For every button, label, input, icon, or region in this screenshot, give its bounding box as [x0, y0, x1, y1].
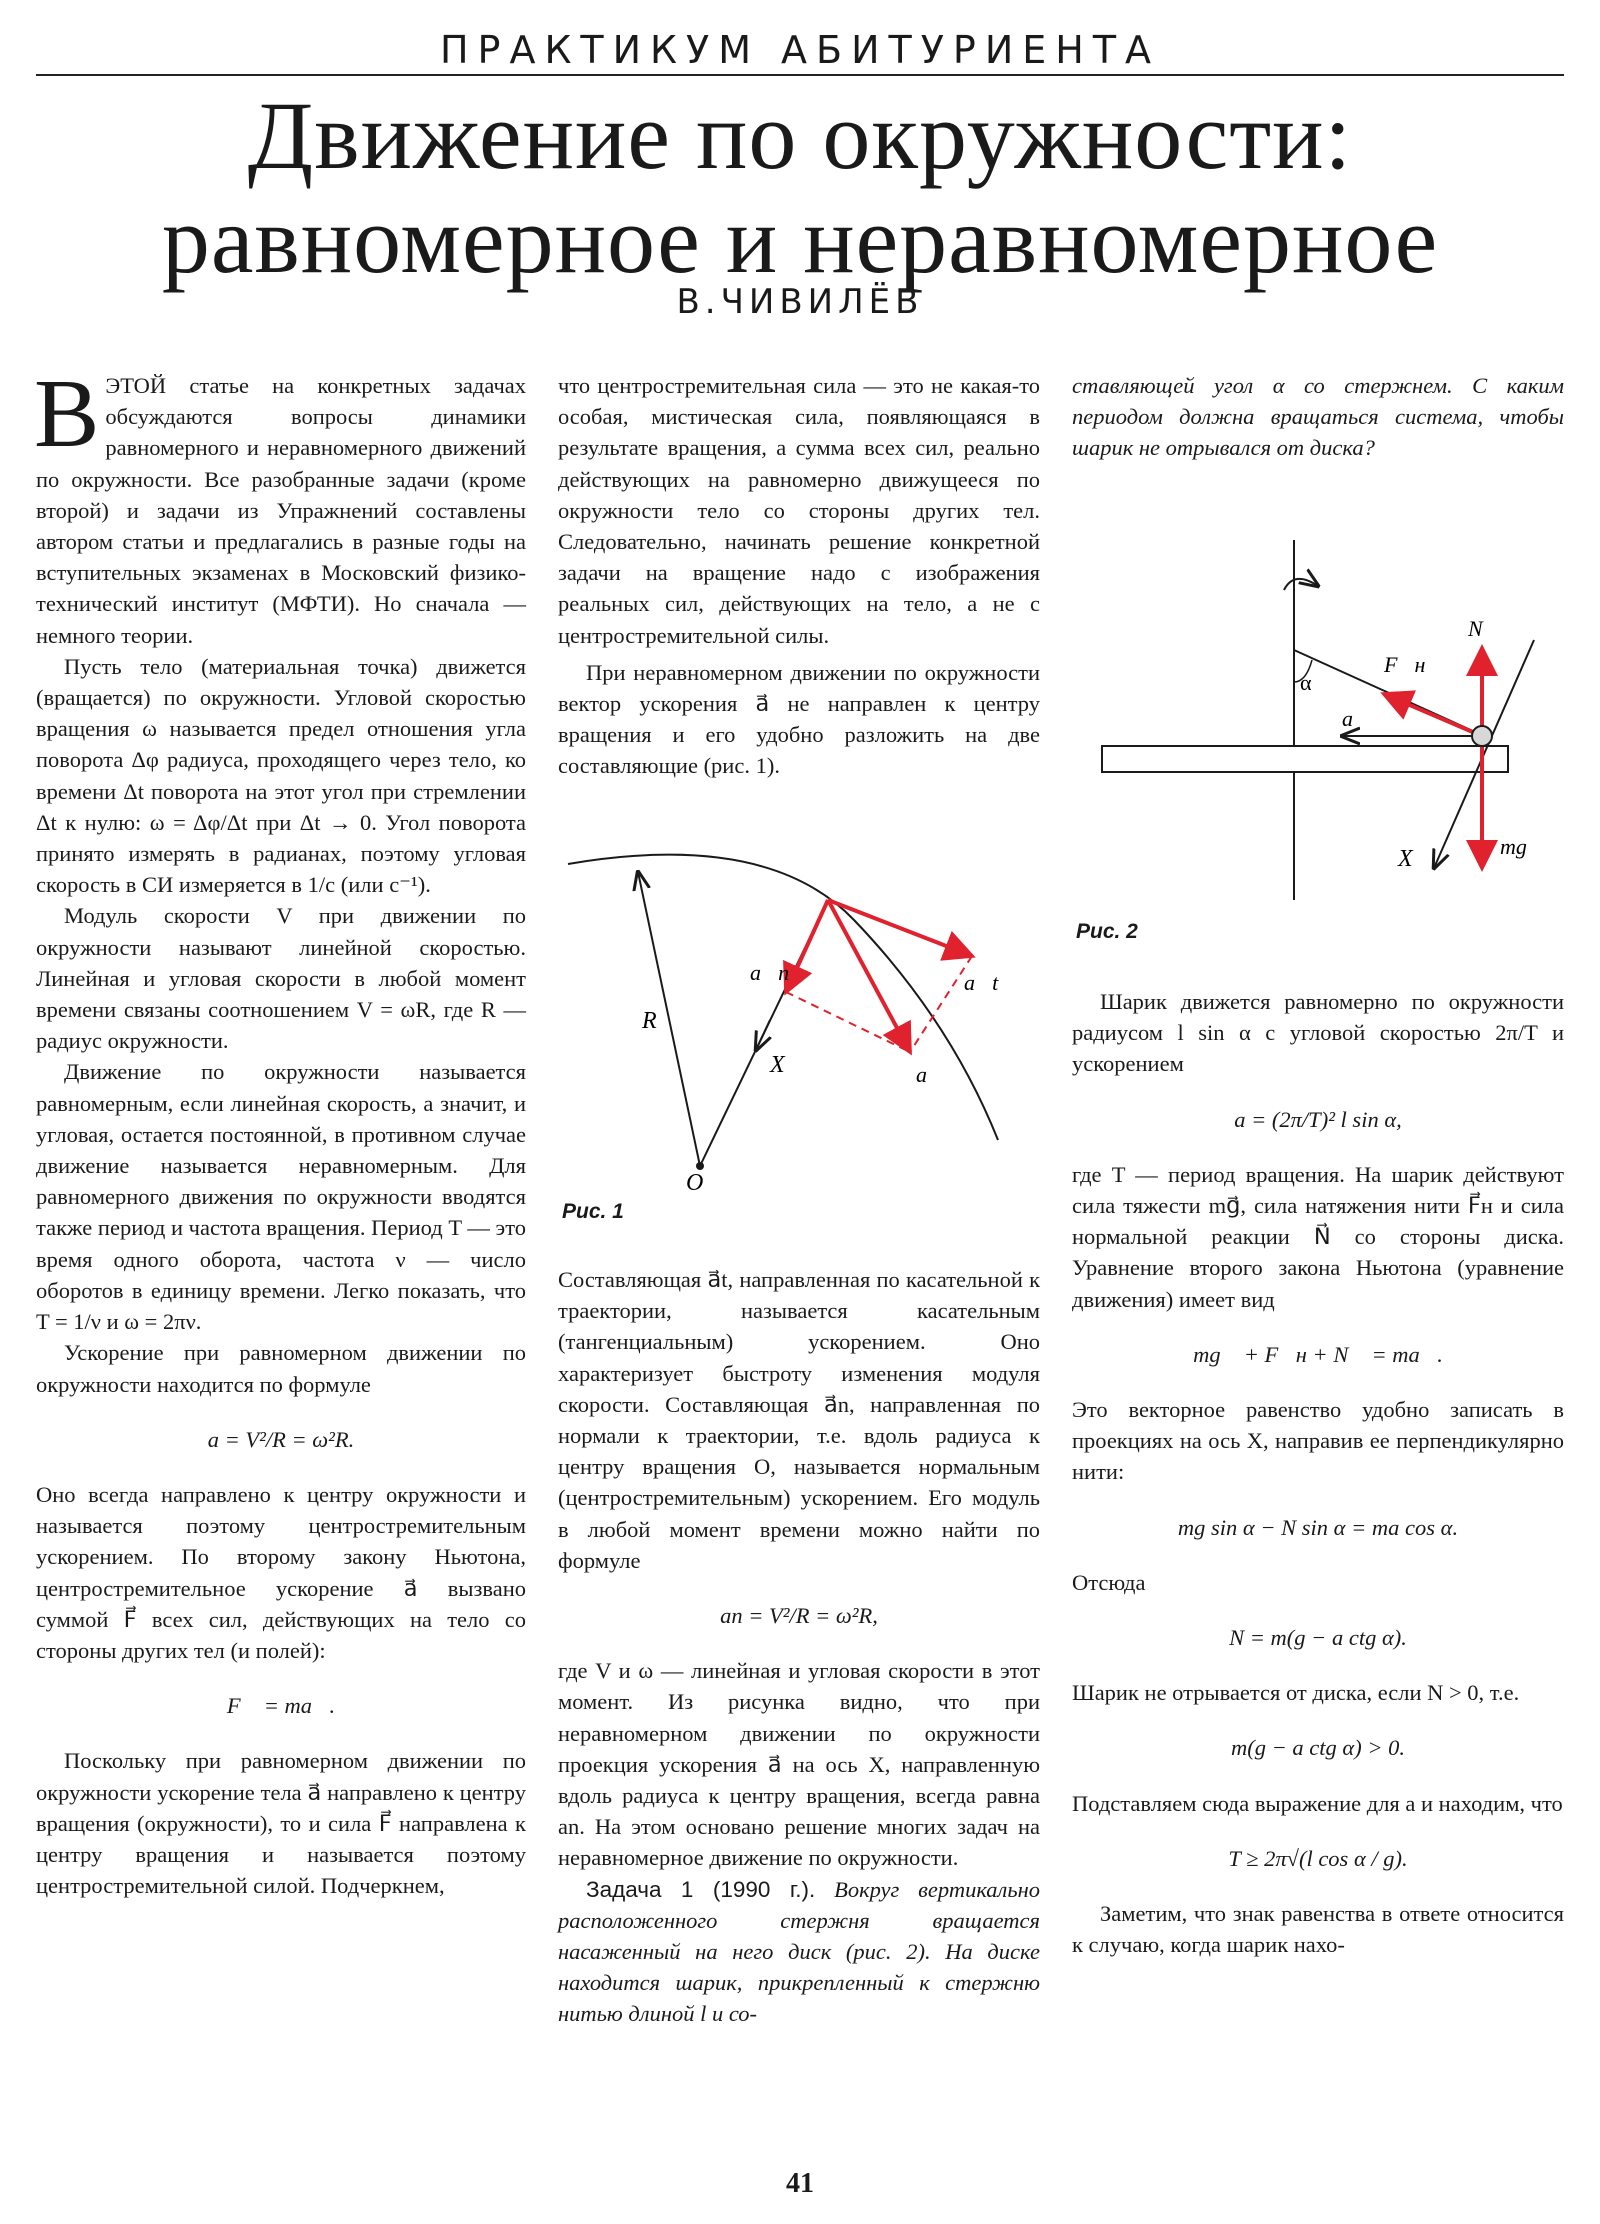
- formula: an = V²/R = ω²R,: [720, 1603, 878, 1629]
- label-at: a⃗t: [964, 970, 999, 995]
- ball: [1472, 726, 1492, 746]
- vector-an: [786, 900, 828, 992]
- article-title: [60, 84, 1540, 292]
- paragraph: Движение по окружности называется равномерным, если линейная скорость, а значит, и угловая, остается постоянной, в противном случае движение называется неравномерным. Для равномерного движения по окружности вводятся также период и частота вращения. Период T — это время одного оборота, частота ν — число оборотов в единицу времени. Легко показать, что T = 1/ν и ω = 2πν.: [36, 1059, 526, 1335]
- paragraph: Оно всегда направлено к центру окружности и называется поэтому центростремительным ускорением. По второму закону Ньютона, центростремительное ускорение a⃗ вызвано суммой F⃗ всех сил, действующих на тело со стороны других тел (и полей):: [36, 1481, 526, 1663]
- title-line-1: Движение по окружности:: [247, 82, 1353, 189]
- paragraph: ставляющей угол α со стержнем. С каким периодом должна вращаться система, чтобы шарик не отрывался от диска?: [1072, 373, 1564, 461]
- formula: T ≥ 2π√(l cos α / g).: [1228, 1845, 1408, 1871]
- label-R: R: [642, 1008, 657, 1034]
- paragraph: Отсюда: [1072, 1569, 1146, 1595]
- label-a: a⃗: [916, 1062, 945, 1087]
- label-F: F⃗н: [1384, 652, 1426, 677]
- vector-F: [1384, 694, 1482, 736]
- formula: a = (2π/T)² l sin α,: [1234, 1106, 1402, 1132]
- paragraph: Ускорение при равномерном движении по окружности находится по формуле: [36, 1340, 526, 1397]
- paragraph: где T — период вращения. На шарик действуют сила тяжести mg⃗, сила натяжения нити F⃗н и сила нормальной реакции N⃗ со стороны диска. Уравнение второго закона Ньютона (уравнение движения) имеет вид: [1072, 1161, 1564, 1312]
- column-3: [1072, 370, 1564, 464]
- paragraph: Пусть тело (материальная точка) движется (вращается) по окружности. Угловой скоростью вращения ω называется предел отношения угла поворота Δφ радиуса, проходящего через тело, ко времени Δt поворота на этот угол при стремлении Δt к нулю: ω = Δφ/Δt при Δt → 0. Угол поворота принято измерять в радианах, поэтому угловая скорость в СИ измеряется в 1/с (или с⁻¹).: [36, 653, 526, 898]
- paragraph: Модуль скорости V при движении по окружности называют линейной скоростью. Линейная и угловая скорости в любой момент времени связаны соотношением V = ωR, где R — радиус окружности.: [36, 903, 526, 1054]
- paragraph: Заметим, что знак равенства в ответе относится к случаю, когда шарик нахо-: [1072, 1901, 1564, 1958]
- disk: [1102, 746, 1508, 772]
- vector-at: [828, 900, 972, 956]
- paragraph: что центростремительная сила — это не какая-то особая, мистическая сила, появляющаяся в результате вращения, а сумма всех сил, реально действующих на равномерно движущееся по окружности тело со стороны других тел. Следовательно, начинать решение конкретной задачи на вращение надо с изображения реальных сил, действующих на тело, а не с центростремительной силы.: [558, 373, 1040, 648]
- figure-1-caption: Рис. 1: [562, 1200, 624, 1223]
- drop-cap: В: [34, 360, 100, 468]
- author: В.ЧИВИЛЁВ: [676, 282, 924, 322]
- formula: mg sin α − N sin α = ma cos α.: [1177, 1514, 1459, 1540]
- column-2-lower: [558, 1264, 1040, 2030]
- paragraph: Составляющая a⃗t, направленная по касательной к траектории, называется касательным (тангенциальным) ускорением. Оно характеризует быстроту изменения модуля скорости. Составляющая a⃗n, направленная по нормали к траектории, т.е. вдоль радиуса к центру вращения O, называется нормальным (центростремительным) ускорением. Его модуль в любой момент времени можно найти по формуле: [558, 1267, 1040, 1573]
- column-2: [558, 370, 1040, 782]
- paragraph: Это векторное равенство удобно записать в проекциях на ось X, направив ее перпендикулярно нити:: [1072, 1397, 1564, 1485]
- label-alpha: α: [1300, 670, 1312, 695]
- paragraph: Шарик движется равномерно по окружности радиусом l sin α с угловой скоростью 2π/T и ускорением: [1072, 989, 1564, 1077]
- label-X: X: [1398, 846, 1413, 872]
- paragraph: Поскольку при равномерном движении по окружности ускорение тела a⃗ направлено к центру вращения (окружности), то и сила F⃗ направлена к центру вращения и называется поэтому центростремительной силой. Подчеркнем,: [36, 1748, 526, 1899]
- label-a: a⃗: [1342, 706, 1371, 731]
- vector-a: [828, 900, 910, 1052]
- paragraph: Подставляем сюда выражение для a и находим, что: [1072, 1790, 1563, 1816]
- section-header: ПРАКТИКУМ АБИТУРИЕНТА: [439, 28, 1161, 72]
- paragraph: При неравномерном движении по окружности вектор ускорения a⃗ не направлен к центру вращения и его удобно разложить на две составляющие (рис. 1).: [558, 659, 1040, 779]
- title-line-2: равномерное и неравномерное: [161, 186, 1439, 293]
- figure-2: [1072, 530, 1564, 910]
- paragraph: Шарик не отрывается от диска, если N > 0, т.е.: [1072, 1680, 1520, 1706]
- label-O: O: [686, 1170, 704, 1190]
- label-N: N⃗: [1468, 616, 1500, 641]
- dashed-line: [786, 992, 910, 1052]
- trajectory-arc: [568, 855, 998, 1140]
- header-rule: [36, 74, 1564, 76]
- formula: F⃗ = ma⃗.: [226, 1693, 336, 1719]
- figure-2-caption: Рис. 2: [1076, 920, 1138, 943]
- label-an: a⃗n: [750, 960, 790, 985]
- center-point: [696, 1162, 704, 1170]
- paragraph: ВЭТОЙ статье на конкретных задачах обсуждаются вопросы динамики равномерного и неравномерного движений по окружности. Все разобранные задачи (кроме второй) и задачи из Упражнений составлены автором статьи и предлагались в разные годы на вступительных экзаменах в Московский физико-технический институт (МФТИ). Но сначала — немного теории.: [34, 360, 526, 648]
- formula: mg⃗ + F⃗н + N⃗ = ma⃗.: [1193, 1341, 1443, 1367]
- label-X: X: [770, 1052, 785, 1078]
- formula: N = m(g − a ctg α).: [1229, 1625, 1407, 1651]
- paragraph: Задача 1 (1990 г.). Вокруг вертикально расположенного стержня вращается насаженный на него диск (рис. 2). На диске находится шарик, прикрепленный к стержню нитью длиной l и со-: [558, 1876, 1040, 2027]
- formula: m(g − a ctg α) > 0.: [1230, 1735, 1406, 1761]
- column-1: [34, 360, 526, 1901]
- paragraph: где V и ω — линейная и угловая скорости в этот момент. Из рисунка видно, что при неравномерном движении по окружности проекция ускорения a⃗ на ось X, направленную вдоль радиуса к центру вращения, всегда равна an. На этом основано решение многих задач на неравномерное движение по окружности.: [558, 1658, 1040, 1871]
- figure-1: [558, 850, 1040, 1190]
- label-mg: mg⃗: [1500, 834, 1544, 859]
- rotation-arrow: [1284, 579, 1318, 590]
- page-number: 41: [786, 2168, 814, 2199]
- formula: a = V²/R = ω²R.: [207, 1426, 355, 1452]
- column-3-lower: [1072, 986, 1564, 1960]
- dashed-line: [910, 956, 972, 1052]
